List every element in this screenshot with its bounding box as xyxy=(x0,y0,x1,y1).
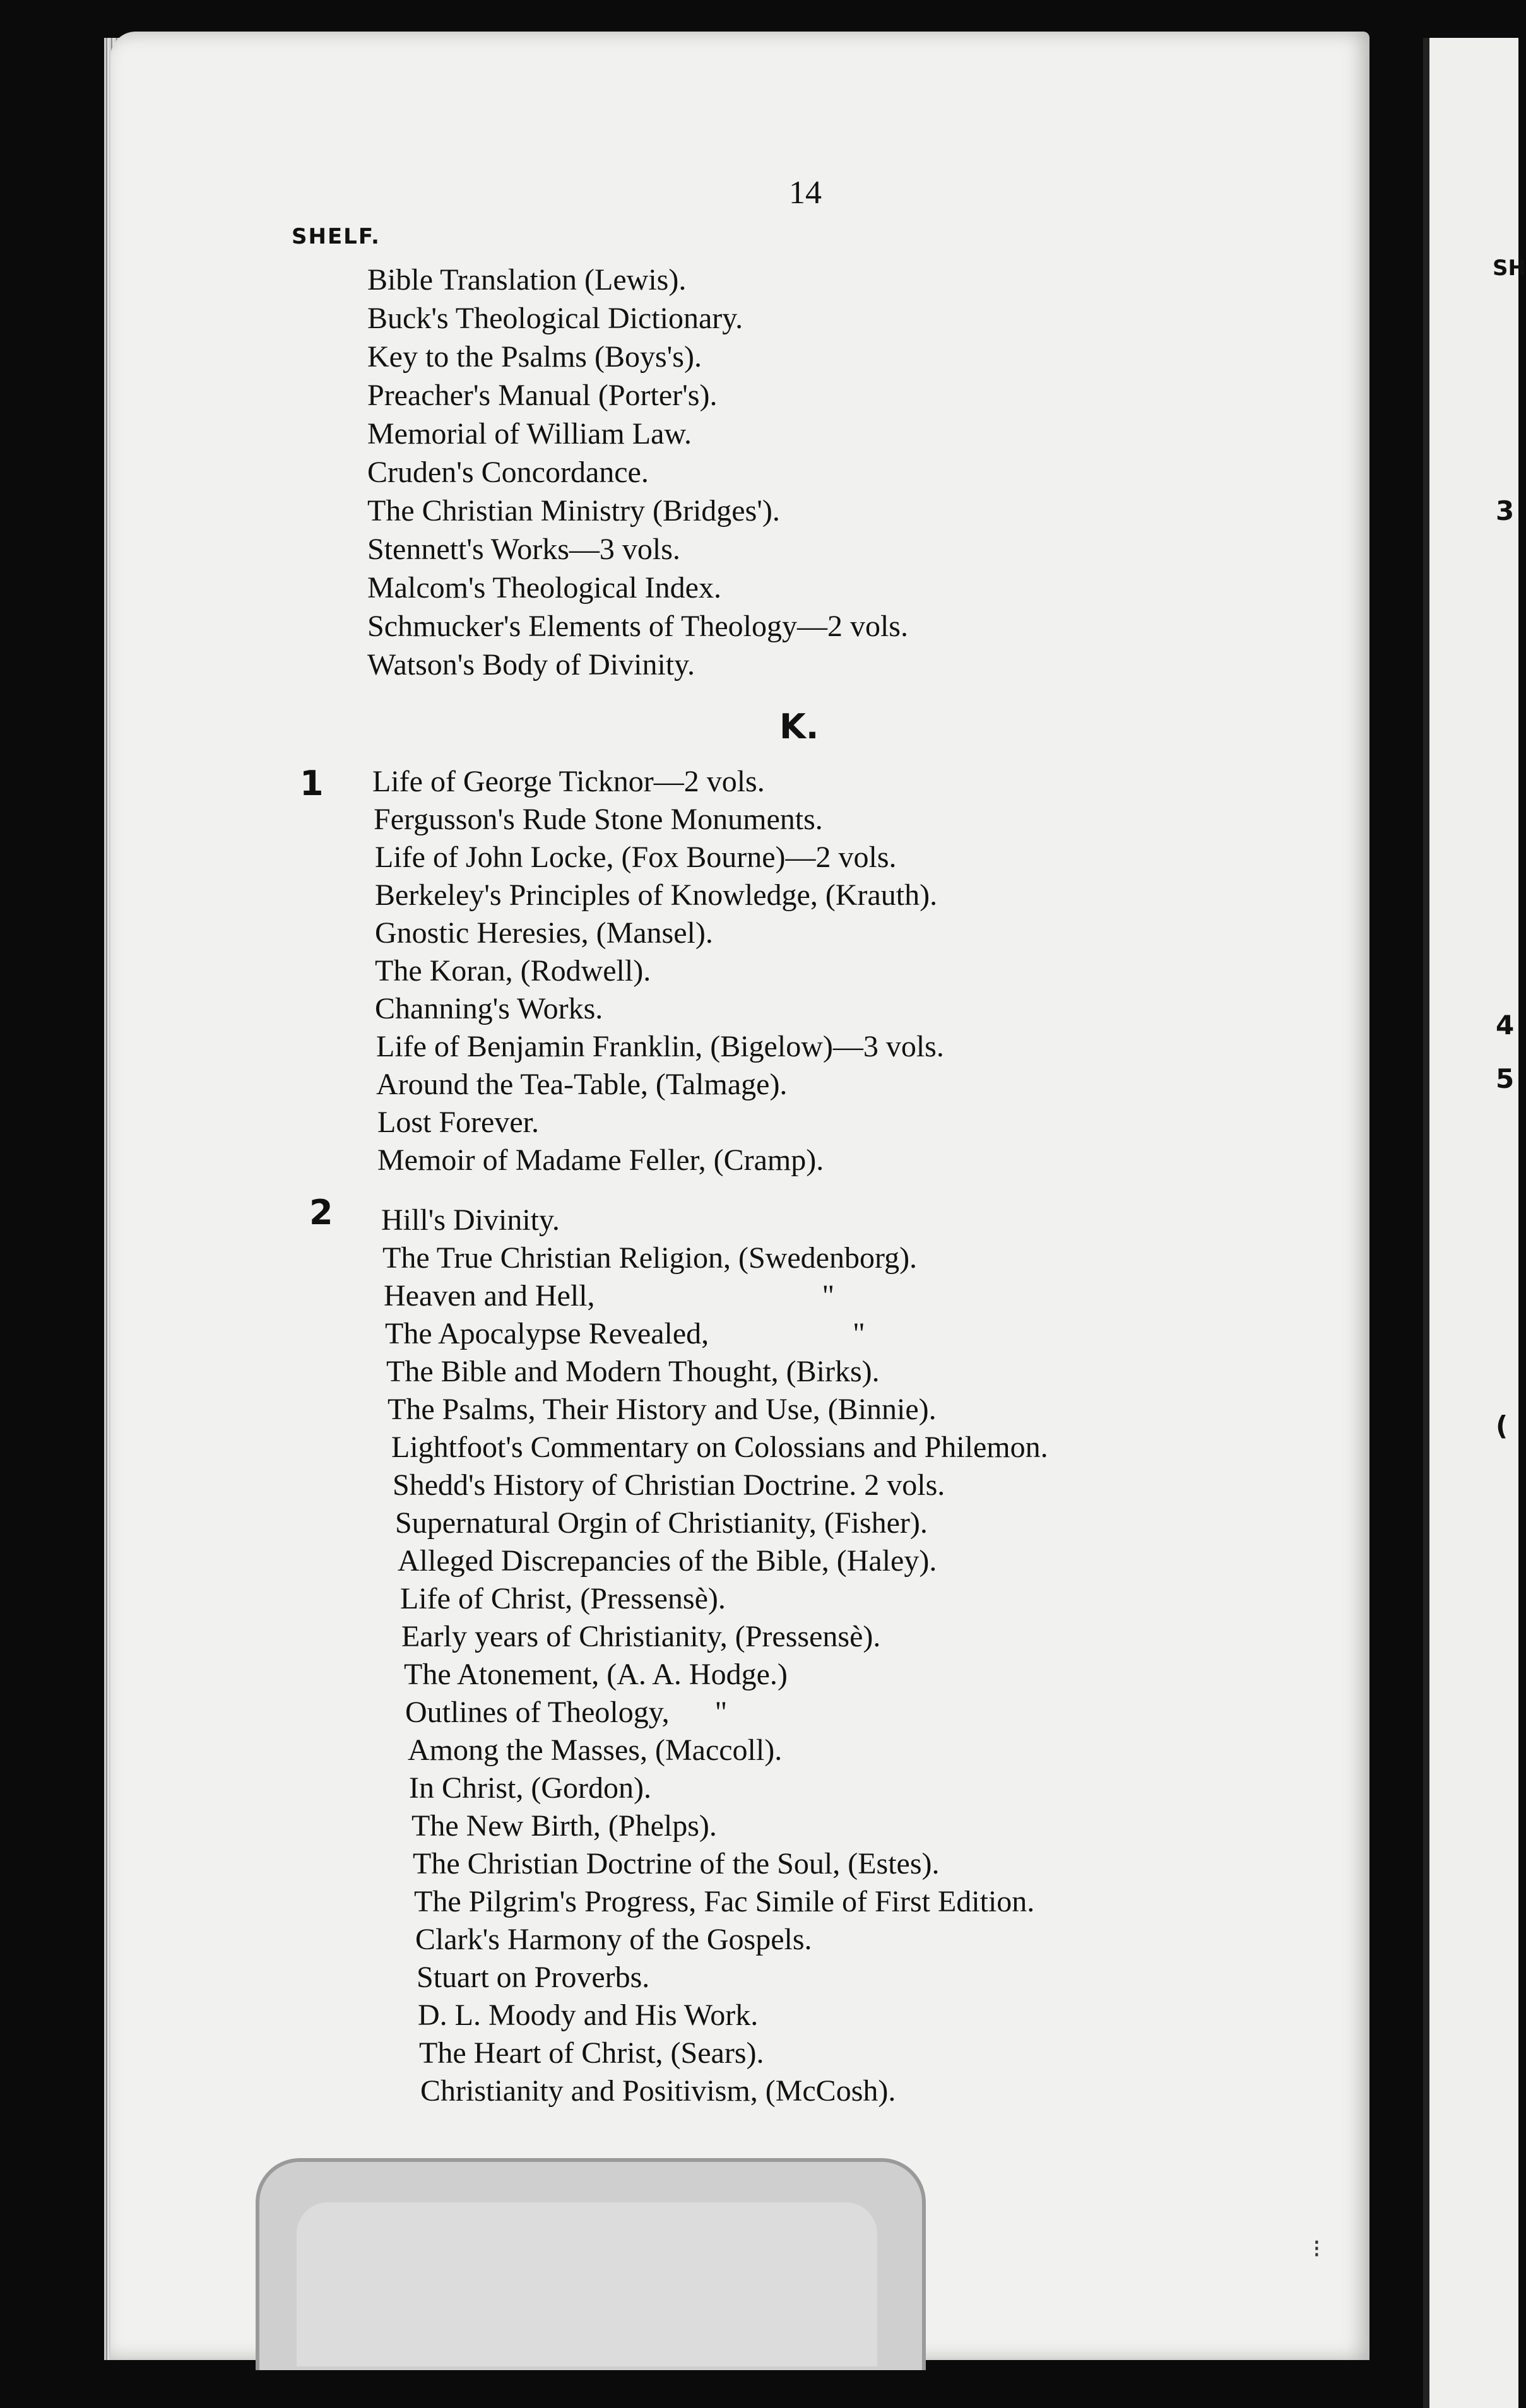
page-number: 14 xyxy=(789,175,822,211)
book-title: The Apocalypse Revealed, " xyxy=(385,1317,865,1350)
book-title: Fergusson's Rude Stone Monuments. xyxy=(374,803,823,836)
facing-page-number: 3 xyxy=(1496,495,1515,526)
book-title: Stuart on Proverbs. xyxy=(417,1961,650,1994)
book-title: Berkeley's Principles of Knowledge, (Krauth). xyxy=(375,878,938,912)
book-title: In Christ, (Gordon). xyxy=(409,1771,651,1805)
book-title: The Christian Ministry (Bridges'). xyxy=(367,494,780,528)
book-title: Life of John Locke, (Fox Bourne)—2 vols. xyxy=(375,841,897,874)
margin-mark: ⁝ xyxy=(1313,2234,1321,2263)
book-title: Early years of Christianity, (Pressensè). xyxy=(401,1620,881,1653)
book-title: Stennett's Works—3 vols. xyxy=(367,533,680,566)
book-title: Among the Masses, (Maccoll). xyxy=(408,1733,783,1767)
book-title: Preacher's Manual (Porter's). xyxy=(367,379,718,412)
book-title: The Koran, (Rodwell). xyxy=(375,954,651,988)
book-title: The Atonement, (A. A. Hodge.) xyxy=(404,1658,788,1691)
book-title: Alleged Discrepancies of the Bible, (Haley). xyxy=(398,1544,937,1578)
book-title: Cruden's Concordance. xyxy=(367,456,649,489)
book-title: Supernatural Orgin of Christianity, (Fisher). xyxy=(395,1506,928,1540)
book-title: Life of Christ, (Pressensè). xyxy=(400,1582,726,1615)
book-title: Heaven and Hell, " xyxy=(384,1279,835,1313)
facing-page xyxy=(1423,38,1526,2408)
book-title: Channing's Works. xyxy=(375,992,603,1025)
section-letter: K. xyxy=(779,707,819,747)
book-title: The Psalms, Their History and Use, (Binnie). xyxy=(387,1393,937,1426)
book-title: The Bible and Modern Thought, (Birks). xyxy=(386,1355,880,1388)
book-title: Memorial of William Law. xyxy=(367,417,692,451)
book-title: Hill's Divinity. xyxy=(381,1203,560,1237)
book-title: The True Christian Religion, (Swedenborg). xyxy=(382,1241,918,1275)
book-title: Life of George Ticknor—2 vols. xyxy=(372,765,765,798)
book-title: D. L. Moody and His Work. xyxy=(418,1998,759,2032)
book-title: Outlines of Theology, " xyxy=(405,1696,728,1729)
shelf-number: 2 xyxy=(309,1193,333,1232)
book-title: Malcom's Theological Index. xyxy=(367,571,721,605)
book-title: Bible Translation (Lewis). xyxy=(367,263,687,297)
facing-page-heading-fragment: SH xyxy=(1493,256,1526,281)
book-title: The Pilgrim's Progress, Fac Simile of First Edition. xyxy=(414,1885,1035,1918)
book-title: Life of Benjamin Franklin, (Bigelow)—3 vols. xyxy=(376,1030,944,1063)
book-title: Schmucker's Elements of Theology—2 vols. xyxy=(367,610,908,643)
book-title: The Christian Doctrine of the Soul, (Estes). xyxy=(413,1847,940,1880)
book-title: Christianity and Positivism, (McCosh). xyxy=(420,2074,896,2108)
book-title: Gnostic Heresies, (Mansel). xyxy=(375,916,713,950)
facing-page-number: 5 xyxy=(1496,1063,1515,1094)
book-title: Lightfoot's Commentary on Colossians and Philemon. xyxy=(391,1431,1048,1464)
book-title: Clark's Harmony of the Gospels. xyxy=(415,1923,812,1956)
book-title: The New Birth, (Phelps). xyxy=(411,1809,717,1843)
book-title: Watson's Body of Divinity. xyxy=(367,648,695,682)
book-title: Lost Forever. xyxy=(377,1106,539,1139)
scanner-thumb-shadow-inner xyxy=(297,2202,877,2366)
facing-page-number: 4 xyxy=(1496,1010,1515,1041)
book-title: Key to the Psalms (Boys's). xyxy=(367,340,702,374)
book-title: Memoir of Madame Feller, (Cramp). xyxy=(377,1143,824,1177)
book-title: Buck's Theological Dictionary. xyxy=(367,302,743,335)
shelf-heading: SHELF. xyxy=(292,224,381,249)
book-title: Around the Tea-Table, (Talmage). xyxy=(376,1068,788,1101)
facing-page-number: ( xyxy=(1496,1410,1508,1441)
book-title: Shedd's History of Christian Doctrine. 2 vols. xyxy=(393,1468,945,1502)
shelf-number: 1 xyxy=(300,764,324,803)
book-title: The Heart of Christ, (Sears). xyxy=(419,2036,764,2070)
